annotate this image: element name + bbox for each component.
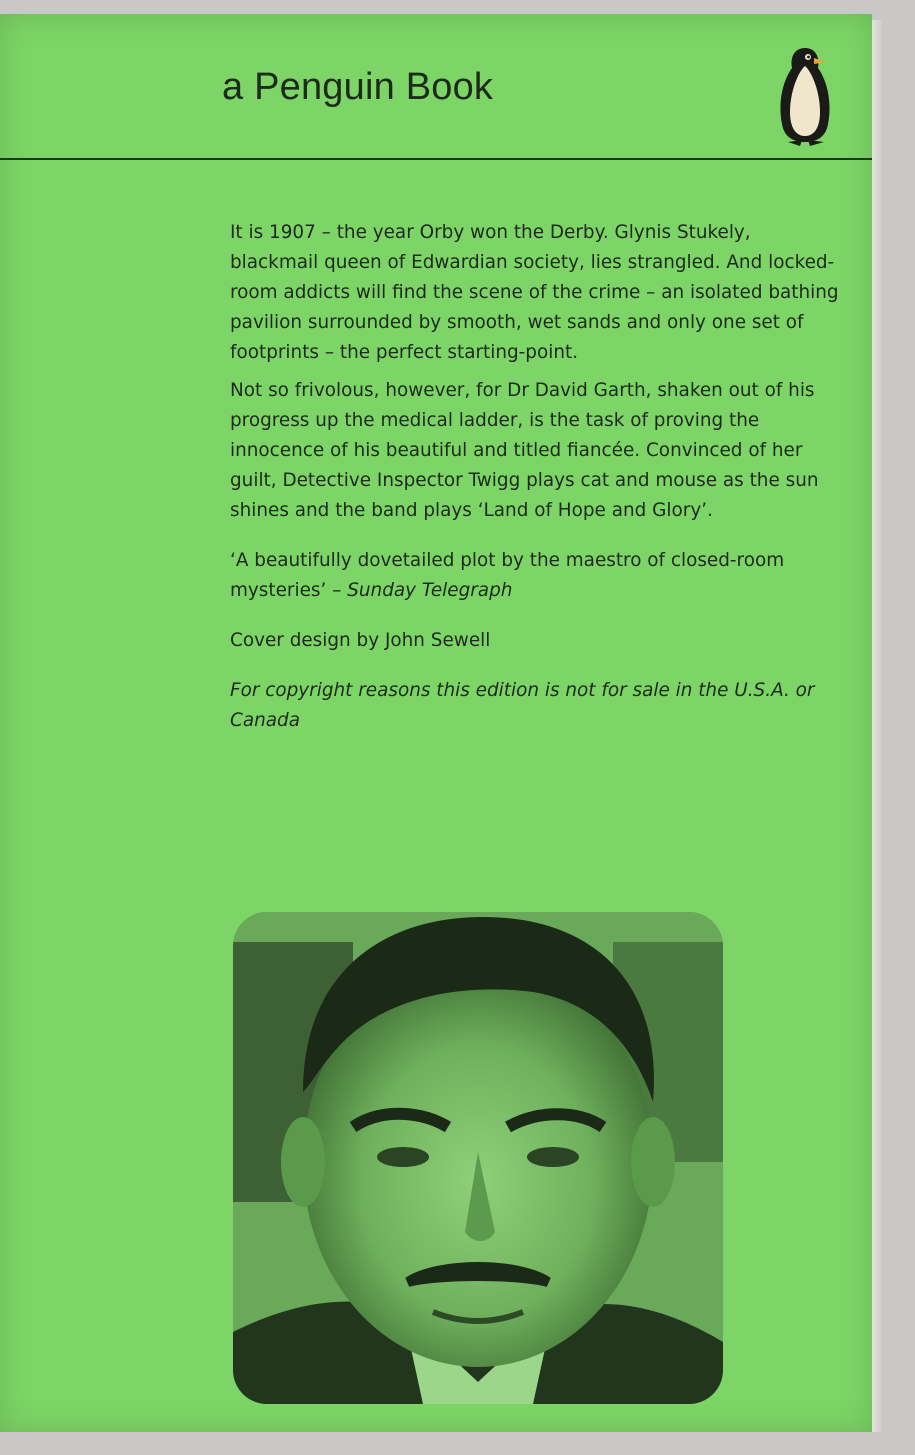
quote-source: Sunday Telegraph	[347, 580, 513, 601]
cover-credit: Cover design by John Sewell	[230, 630, 491, 651]
quote-text: ‘A beautifully dovetailed plot by the maestro of closed-room mysteries’ –	[230, 550, 785, 601]
blurb-text	[230, 218, 840, 744]
copyright-note: For copyright reasons this edition is not for sale in the U.S.A. or Canada	[230, 680, 815, 731]
book-back-cover	[0, 14, 872, 1432]
author-photo	[233, 912, 723, 1404]
header-divider	[0, 158, 872, 160]
blurb-paragraph-2: Not so frivolous, however, for Dr David Garth, shaken out of his progress up the medical ladder, is the task of proving the innocence of his beautiful and titled fiancée. Convinced of her guilt, Detective Inspector Twigg plays cat and mouse as the sun shines and the band plays ‘Land of Hope and Glory’.	[230, 380, 819, 521]
author-portrait-icon	[233, 912, 723, 1404]
publisher-heading: a Penguin Book	[222, 66, 494, 108]
penguin-logo-icon	[770, 42, 840, 150]
page-edge	[872, 20, 882, 1432]
review-quote	[230, 546, 840, 606]
blurb-paragraph-1: It is 1907 – the year Orby won the Derby. Glynis Stukely, blackmail queen of Edwardian society, lies strangled. And locked-room addicts will find the scene of the crime – an isolated bathing pavilion surrounded by smooth, wet sands and only one set of footprints – the perfect starting-point.	[230, 222, 839, 363]
